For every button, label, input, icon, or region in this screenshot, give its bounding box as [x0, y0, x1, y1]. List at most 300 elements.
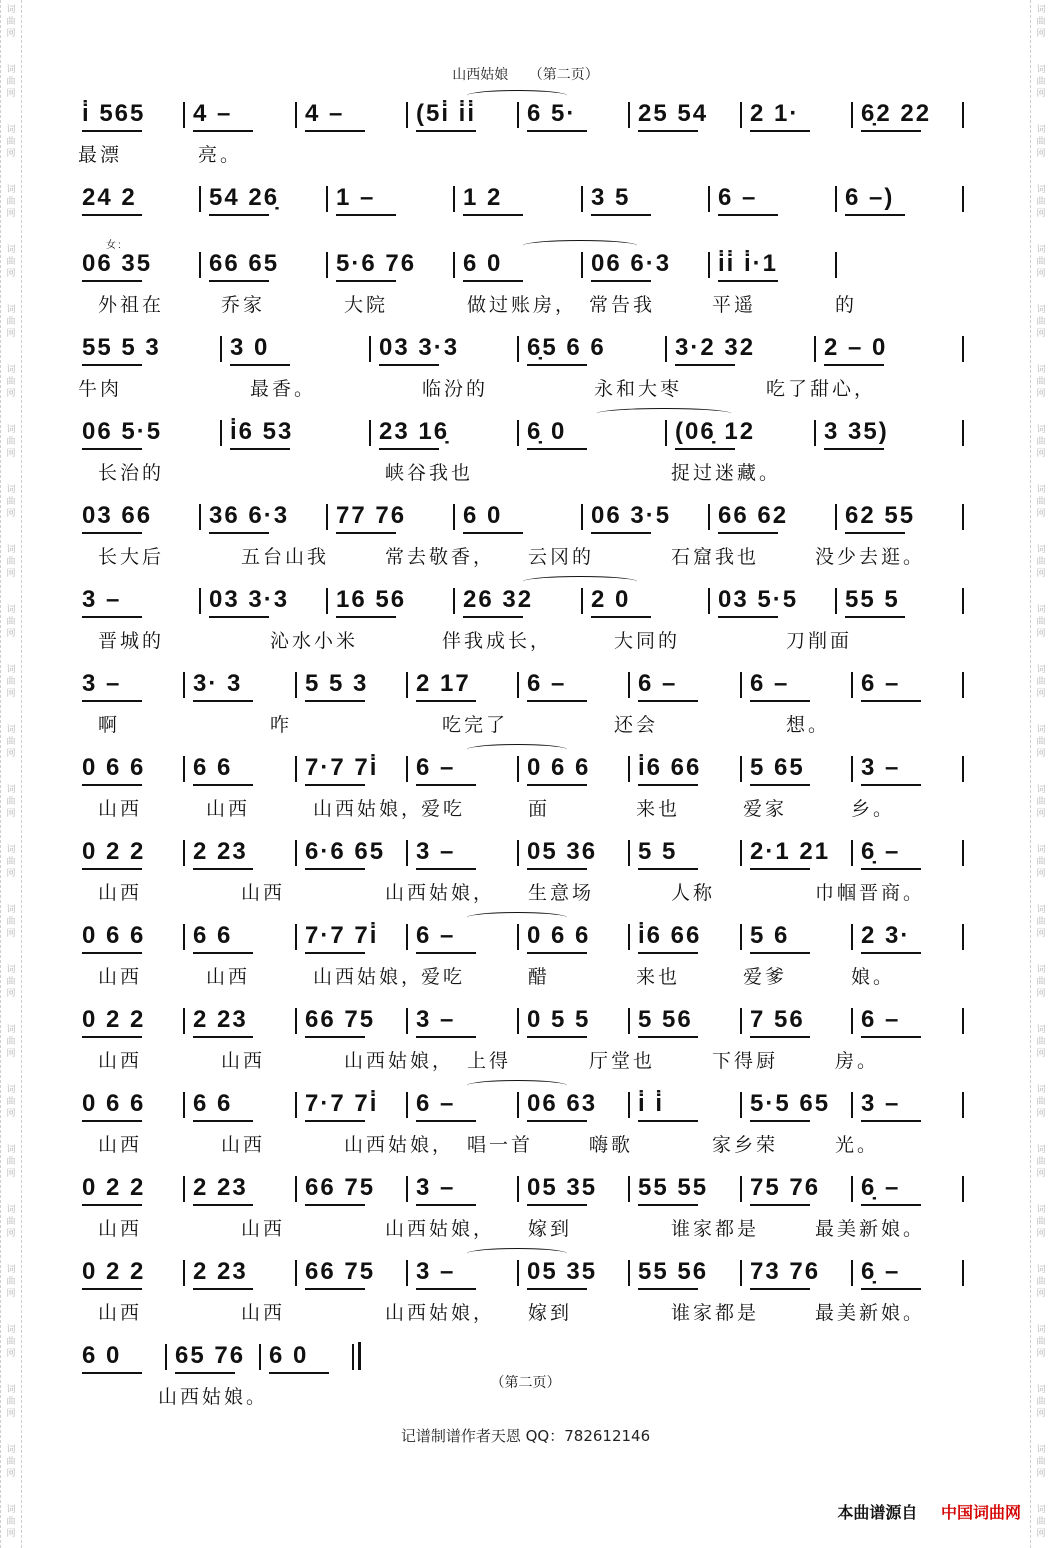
lyric-line	[78, 794, 978, 820]
lyric-phrase: 临汾的	[422, 378, 489, 400]
beam-underline	[305, 784, 365, 786]
beam-underline	[750, 952, 810, 954]
barline	[183, 840, 185, 866]
beam-underline	[305, 868, 365, 870]
measure: 女:	[106, 240, 123, 251]
beam-underline	[305, 952, 365, 954]
barline	[740, 1008, 742, 1034]
lyric-phrase: 最美新娘。	[815, 1218, 926, 1240]
score-line	[78, 1258, 978, 1342]
barline	[628, 1260, 630, 1286]
lyric-phrase: 娘。	[851, 966, 896, 988]
watermark-text: 词 曲 网	[1036, 1145, 1046, 1179]
lyric-phrase: 家乡荣	[712, 1134, 779, 1156]
footer-page-number: （第二页）	[490, 1375, 561, 1391]
barline	[814, 336, 816, 362]
beam-underline	[861, 1120, 921, 1122]
beam-underline	[305, 1036, 365, 1038]
beam-underline	[416, 784, 476, 786]
lyric-phrase: 山西	[98, 1218, 143, 1240]
beam-underline	[209, 616, 269, 618]
barline	[220, 336, 222, 362]
watermark-text: 词 曲 网	[1036, 365, 1046, 399]
barline	[453, 504, 455, 530]
measure: 6̣2 22	[861, 100, 932, 127]
lyric-line	[78, 626, 978, 652]
lyric-phrase: 长大后	[98, 546, 165, 568]
lyric-phrase: 最漂	[78, 144, 123, 166]
measure: 73 76	[750, 1258, 821, 1285]
beam-underline	[416, 700, 476, 702]
lyric-phrase: 山西	[221, 1134, 266, 1156]
watermark-text: 词 曲 网	[1036, 185, 1046, 219]
beam-underline	[750, 1288, 810, 1290]
beam-underline	[82, 784, 142, 786]
barline	[851, 756, 853, 782]
beam-underline	[336, 280, 396, 282]
barline	[581, 588, 583, 614]
watermark-text: 词 曲 网	[1036, 1325, 1046, 1359]
measure: 54 26̣	[209, 184, 280, 211]
measure: 2 1·	[750, 100, 800, 127]
measure: 24 2	[82, 184, 137, 211]
beam-underline	[193, 1288, 253, 1290]
barline	[406, 1092, 408, 1118]
measure: 0 6 6	[527, 754, 591, 781]
lyric-phrase: 咋	[270, 714, 293, 736]
lyric-line	[78, 458, 978, 484]
lyric-phrase: 吃了甜心，	[766, 378, 877, 400]
lyric-phrase: 最香。	[250, 378, 317, 400]
watermark-text: 词 曲 网	[6, 1265, 16, 1299]
beam-underline	[416, 868, 476, 870]
beam-underline	[750, 868, 810, 870]
beam-underline	[638, 1120, 698, 1122]
barline	[295, 756, 297, 782]
lyric-phrase: 巾帼晋商。	[815, 882, 926, 904]
barline	[326, 186, 328, 212]
score-line	[78, 670, 978, 754]
lyric-line	[78, 1046, 978, 1072]
lyric-line	[78, 290, 978, 316]
measure: 03 3·3	[379, 334, 460, 361]
watermark-text: 词 曲 网	[6, 785, 16, 819]
barline	[962, 1008, 964, 1034]
lyric-phrase: 乡。	[851, 798, 896, 820]
beam-underline	[591, 280, 651, 282]
lyric-phrase: 光。	[835, 1134, 880, 1156]
watermark-text: 词 曲 网	[6, 365, 16, 399]
lyric-phrase: 捉过迷藏。	[671, 462, 782, 484]
lyric-line	[78, 878, 978, 904]
measure: 6̣ –	[861, 1174, 901, 1201]
measure: 7·7 7i̇	[305, 1090, 379, 1117]
beam-underline	[336, 532, 396, 534]
watermark-text: 词 曲 网	[1036, 1505, 1046, 1539]
barline	[835, 252, 837, 278]
lyric-phrase: 山西	[206, 798, 251, 820]
measure: 55 5 3	[82, 334, 161, 361]
lyric-phrase: 嗨歌	[589, 1134, 634, 1156]
measure: 26 32	[463, 586, 534, 613]
barline	[326, 504, 328, 530]
notation-line	[78, 670, 978, 706]
score-line	[78, 502, 978, 586]
slur-mark	[467, 1248, 567, 1259]
measure: 0 5 5	[527, 1006, 591, 1033]
beam-underline	[527, 1120, 587, 1122]
watermark-text: 词 曲 网	[1036, 785, 1046, 819]
watermark-text: 词 曲 网	[6, 1505, 16, 1539]
beam-underline	[845, 214, 905, 216]
lyric-phrase: 爱爹	[743, 966, 788, 988]
beam-underline	[463, 280, 523, 282]
barline	[740, 102, 742, 128]
watermark-text: 词 曲 网	[1036, 845, 1046, 879]
score-line	[78, 240, 978, 334]
barline	[295, 840, 297, 866]
barline	[183, 1260, 185, 1286]
barline	[962, 1260, 964, 1286]
measure: 6 5·	[527, 100, 577, 127]
barline	[962, 420, 964, 446]
measure: 6 –	[416, 754, 456, 781]
measure: 2 0	[591, 586, 631, 613]
barline	[962, 504, 964, 530]
lyric-phrase: 大院	[344, 294, 389, 316]
lyric-phrase: 牛肉	[78, 378, 123, 400]
source-line	[837, 1500, 1021, 1523]
beam-underline	[305, 130, 365, 132]
watermark-text: 词 曲 网	[1036, 65, 1046, 99]
beam-underline	[82, 616, 142, 618]
barline	[369, 336, 371, 362]
score-line	[78, 1174, 978, 1258]
barline	[183, 1176, 185, 1202]
barline	[406, 1176, 408, 1202]
measure: 06 6·3	[591, 250, 672, 277]
measure: 5·5 65	[750, 1090, 831, 1117]
watermark-text: 词 曲 网	[1036, 905, 1046, 939]
lyric-phrase: 石窟我也	[671, 546, 760, 568]
measure: 66 75	[305, 1006, 376, 1033]
lyric-phrase: 谁家都是	[671, 1302, 760, 1324]
right-watermark-strip	[1030, 0, 1051, 1548]
measure: 3 –	[416, 1258, 456, 1285]
measure: 3 0	[230, 334, 270, 361]
notation-line	[78, 922, 978, 958]
watermark-text: 词 曲 网	[6, 665, 16, 699]
barline	[406, 1008, 408, 1034]
slur-mark	[597, 408, 731, 419]
lyric-phrase: 人称	[671, 882, 716, 904]
lyric-phrase: 厅堂也	[589, 1050, 656, 1072]
measure: 3· 3	[193, 670, 243, 697]
measure: 0 2 2	[82, 1006, 146, 1033]
slur-mark	[467, 912, 567, 923]
barline	[453, 186, 455, 212]
slur-mark	[523, 240, 637, 251]
watermark-text: 词 曲 网	[6, 605, 16, 639]
measure: 06 63	[527, 1090, 598, 1117]
measure: 6 –)	[845, 184, 895, 211]
beam-underline	[750, 130, 810, 132]
measure: 16 56	[336, 586, 407, 613]
barline	[295, 672, 297, 698]
barline	[665, 420, 667, 446]
lyric-phrase: 上得	[467, 1050, 512, 1072]
song-title: 山西姑娘	[452, 67, 509, 83]
measure: 23 16̣	[379, 418, 450, 445]
watermark-text: 词 曲 网	[1036, 425, 1046, 459]
watermark-text: 词 曲 网	[1036, 725, 1046, 759]
watermark-text: 词 曲 网	[6, 1145, 16, 1179]
barline	[962, 1176, 964, 1202]
measure: 2·1 21	[750, 838, 831, 865]
measure: i̇ i̇	[638, 1090, 665, 1117]
beam-underline	[209, 280, 269, 282]
lyric-phrase: 亮。	[198, 144, 243, 166]
lyric-phrase: 来也	[636, 798, 681, 820]
measure: 5 5 3	[305, 670, 369, 697]
lyric-phrase: 还会	[614, 714, 659, 736]
barline	[165, 1344, 167, 1370]
barline	[708, 252, 710, 278]
watermark-text: 词 曲 网	[6, 545, 16, 579]
lyric-phrase: 醋	[528, 966, 551, 988]
beam-underline	[82, 1036, 142, 1038]
score-line	[78, 754, 978, 838]
lyric-phrase: 爱吃	[421, 798, 466, 820]
beam-underline	[416, 1204, 476, 1206]
barline	[851, 1176, 853, 1202]
beam-underline	[82, 214, 142, 216]
lyric-phrase: 啊	[98, 714, 121, 736]
beam-underline	[591, 532, 651, 534]
beam-underline	[750, 1204, 810, 1206]
barline	[406, 102, 408, 128]
watermark-text: 词 曲 网	[6, 905, 16, 939]
barline	[708, 504, 710, 530]
measure: 7·7 7i̇	[305, 754, 379, 781]
measure: 6 –	[638, 670, 678, 697]
measure: 6 0	[463, 502, 503, 529]
watermark-text: 词 曲 网	[1036, 1205, 1046, 1239]
measure: 25 54	[638, 100, 709, 127]
notation-line	[78, 586, 978, 622]
measure: 2 23	[193, 1006, 248, 1033]
barline	[517, 1260, 519, 1286]
barline	[295, 1176, 297, 1202]
measure: 62 55	[845, 502, 916, 529]
beam-underline	[305, 700, 365, 702]
watermark-text: 词 曲 网	[1036, 305, 1046, 339]
beam-underline	[336, 214, 396, 216]
beam-underline	[750, 700, 810, 702]
lyric-phrase: 伴我成长，	[442, 630, 553, 652]
notation-line	[78, 1258, 978, 1294]
beam-underline	[750, 784, 810, 786]
barline	[369, 420, 371, 446]
barline	[406, 840, 408, 866]
measure: 6 0	[269, 1342, 309, 1369]
beam-underline	[305, 1288, 365, 1290]
score-line	[78, 586, 978, 670]
barline	[708, 186, 710, 212]
barline	[517, 336, 519, 362]
beam-underline	[638, 130, 698, 132]
measure: 3 5	[591, 184, 631, 211]
measure: 2 3·	[861, 922, 911, 949]
beam-underline	[824, 448, 884, 450]
measure: 03 3·3	[209, 586, 290, 613]
measure: 05 35	[527, 1174, 598, 1201]
measure: 3 –	[416, 1174, 456, 1201]
beam-underline	[527, 364, 587, 366]
beam-underline	[82, 1120, 142, 1122]
barline	[581, 186, 583, 212]
beam-underline	[861, 784, 921, 786]
measure: 0 6 6	[82, 1090, 146, 1117]
measure: 3 –	[82, 670, 122, 697]
beam-underline	[336, 616, 396, 618]
measure: i̇6 53	[230, 418, 294, 445]
lyric-phrase: 爱家	[743, 798, 788, 820]
lyric-phrase: 山西姑娘。	[158, 1386, 269, 1408]
measure: 55 56	[638, 1258, 709, 1285]
page-number: （第二页）	[528, 67, 599, 83]
measure: (06̣ 12	[675, 418, 756, 445]
beam-underline	[750, 1120, 810, 1122]
beam-underline	[82, 364, 142, 366]
barline	[326, 588, 328, 614]
barline	[740, 1092, 742, 1118]
barline	[406, 924, 408, 950]
barline	[962, 336, 964, 362]
barline	[199, 504, 201, 530]
barline	[352, 1344, 354, 1370]
beam-underline	[861, 868, 921, 870]
measure: i̇ 565	[82, 100, 146, 127]
watermark-text: 词 曲 网	[6, 5, 16, 39]
lyric-line	[78, 1130, 978, 1156]
lyric-phrase: 山西	[98, 966, 143, 988]
beam-underline	[305, 1120, 365, 1122]
barline	[962, 672, 964, 698]
beam-underline	[638, 700, 698, 702]
beam-underline	[638, 952, 698, 954]
measure: 0 2 2	[82, 1258, 146, 1285]
measure: 0 6 6	[82, 754, 146, 781]
watermark-text: 词 曲 网	[1036, 245, 1046, 279]
measure: 6 –	[527, 670, 567, 697]
beam-underline	[750, 1036, 810, 1038]
barline	[665, 336, 667, 362]
watermark-text: 词 曲 网	[6, 1385, 16, 1419]
measure: 0 2 2	[82, 838, 146, 865]
beam-underline	[861, 700, 921, 702]
measure: 03 5·5	[718, 586, 799, 613]
lyric-phrase: 五台山我	[241, 546, 330, 568]
beam-underline	[527, 1288, 587, 1290]
barline	[740, 756, 742, 782]
lyric-line	[78, 962, 978, 988]
lyric-phrase: 常告我	[589, 294, 656, 316]
barline	[406, 672, 408, 698]
beam-underline	[861, 1036, 921, 1038]
measure: 1 2	[463, 184, 503, 211]
measure: 6̣ –	[861, 838, 901, 865]
measure: 1 –	[336, 184, 376, 211]
lyric-phrase: 山西	[206, 966, 251, 988]
beam-underline	[861, 952, 921, 954]
watermark-text: 词 曲 网	[1036, 545, 1046, 579]
measure: (5i̇ i̇i̇	[416, 100, 477, 127]
barline	[740, 1260, 742, 1286]
measure: i̇i̇ i̇·1	[718, 250, 779, 277]
lyric-line	[78, 374, 978, 400]
measure: 6̣ –	[861, 1258, 901, 1285]
lyric-phrase: 来也	[636, 966, 681, 988]
beam-underline	[824, 364, 884, 366]
lyric-phrase: 云冈的	[528, 546, 595, 568]
barline	[183, 1092, 185, 1118]
beam-underline	[718, 280, 778, 282]
beam-underline	[638, 1288, 698, 1290]
barline	[406, 1260, 408, 1286]
measure: 6·6 65	[305, 838, 386, 865]
measure: 7 56	[750, 1006, 805, 1033]
slur-mark	[467, 90, 567, 101]
barline	[814, 420, 816, 446]
measure: i̇6 66	[638, 922, 702, 949]
measure: 6 –	[750, 670, 790, 697]
measure: 6̣5 6 6	[527, 334, 606, 361]
beam-underline	[527, 130, 587, 132]
beam-underline	[527, 868, 587, 870]
beam-underline	[675, 448, 735, 450]
beam-underline	[416, 1120, 476, 1122]
lyric-phrase: 山西	[241, 1302, 286, 1324]
barline	[259, 1344, 261, 1370]
measure: 6 –	[861, 670, 901, 697]
measure: 05 35	[527, 1258, 598, 1285]
lyric-phrase: 山西	[98, 1050, 143, 1072]
barline	[962, 186, 964, 212]
barline	[835, 588, 837, 614]
lyric-phrase: 生意场	[528, 882, 595, 904]
watermark-text: 词 曲 网	[1036, 665, 1046, 699]
watermark-text: 词 曲 网	[6, 1445, 16, 1479]
barline	[517, 1008, 519, 1034]
beam-underline	[209, 532, 269, 534]
beam-underline	[718, 616, 778, 618]
barline	[708, 588, 710, 614]
measure: 0 6 6	[82, 922, 146, 949]
measure: 6 6	[193, 922, 233, 949]
barline	[851, 672, 853, 698]
lyric-phrase: 山西	[98, 1302, 143, 1324]
beam-underline	[463, 214, 523, 216]
lyric-phrase: 面	[528, 798, 551, 820]
beam-underline	[861, 130, 921, 132]
source-site[interactable]: 中国词曲网	[940, 1503, 1021, 1522]
lyric-phrase: 长治的	[98, 462, 165, 484]
lyric-phrase: 山西姑娘，	[385, 1302, 496, 1324]
barline	[183, 102, 185, 128]
measure: 66 75	[305, 1258, 376, 1285]
measure: 3 35)	[824, 418, 889, 445]
